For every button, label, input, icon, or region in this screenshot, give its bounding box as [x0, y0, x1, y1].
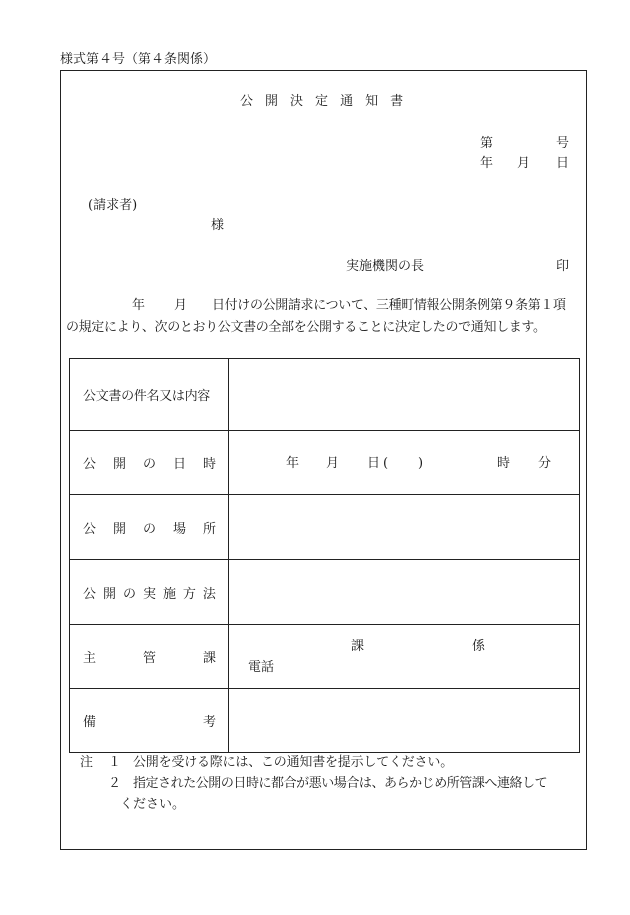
requester-sama: 様 [211, 218, 225, 233]
table-row [70, 560, 580, 625]
disclosure-table [69, 358, 580, 753]
label-char: 公 [83, 586, 97, 602]
label-method [70, 560, 229, 625]
dt-hour: 時 [497, 456, 511, 471]
table-row [70, 689, 580, 753]
body-year: 年 [132, 298, 146, 313]
dt-paren-close: ) [418, 456, 424, 471]
label-char: 日 [172, 457, 186, 472]
body-month: 月 [174, 298, 188, 313]
title-char: 公 [240, 94, 254, 109]
value-method [229, 560, 580, 625]
number-dai: 第 [480, 136, 494, 151]
label-char: 場 [172, 521, 186, 537]
label-char: 所 [202, 521, 216, 537]
label-char: 主 [83, 651, 97, 666]
label-char: 実 [142, 586, 156, 602]
agency-head-label: 実施機関の長 [346, 259, 425, 274]
label-remarks [70, 689, 229, 753]
date-month: 月 [517, 156, 531, 171]
note-number: １ [108, 755, 122, 770]
dept-phone: 電話 [248, 660, 275, 675]
title-char: 知 [365, 94, 379, 109]
label-char: の [142, 457, 156, 472]
label-char: 法 [202, 586, 216, 602]
label-char: 考 [202, 715, 216, 730]
value-remarks [229, 689, 580, 753]
dt-month: 月 [326, 456, 340, 471]
label-place [70, 495, 229, 560]
date-day: 日 [556, 156, 570, 171]
label-char: 時 [202, 457, 216, 472]
form-header: 様式第４号（第４条関係） [60, 52, 217, 67]
title-char: 定 [315, 94, 329, 109]
dt-year: 年 [286, 456, 300, 471]
label-char: 課 [202, 651, 216, 666]
value-subject [229, 359, 580, 431]
note-number: ２ [108, 776, 122, 791]
title-char: 開 [265, 94, 279, 109]
seal-mark: 印 [556, 259, 570, 274]
body-line1: 日付けの公開請求について、三種町情報公開条例第９条第１項 [212, 298, 566, 313]
notes-prefix: 注 [80, 755, 94, 770]
body-line2: の規定により、次のとおり公文書の全部を公開することに決定したので通知します。 [66, 320, 546, 335]
table-row [70, 625, 580, 689]
label-text: 公文書の件名又は内容 [83, 389, 211, 404]
label-char: の [122, 586, 136, 602]
dept-ka: 課 [351, 639, 365, 654]
table-row [70, 495, 580, 560]
label-char: の [142, 521, 156, 537]
value-datetime [229, 431, 580, 495]
label-char: 備 [83, 715, 97, 730]
label-char: 公 [83, 457, 97, 472]
dt-paren-open: ( [383, 456, 389, 471]
note-text: 公開を受ける際には、この通知書を提示してください。 [133, 755, 454, 770]
document-title [240, 95, 403, 108]
label-subject [70, 359, 229, 431]
label-char: 方 [182, 586, 196, 602]
note-text: 指定された公開の日時に都合が悪い場合は、あらかじめ所管課へ連絡して [133, 776, 548, 791]
label-dept [70, 625, 229, 689]
label-char: 施 [162, 586, 176, 602]
title-char: 書 [390, 94, 404, 109]
title-char: 通 [340, 94, 354, 109]
value-dept [229, 625, 580, 689]
label-datetime [70, 431, 229, 495]
label-char: 公 [83, 521, 97, 537]
value-place [229, 495, 580, 560]
requester-label: (請求者) [88, 198, 138, 213]
dt-day: 日 [367, 456, 381, 471]
date-year: 年 [480, 156, 494, 171]
table-row [70, 431, 580, 495]
label-char: 開 [112, 521, 126, 537]
dept-kakari: 係 [472, 639, 486, 654]
label-char: 開 [112, 457, 126, 472]
title-char: 決 [290, 94, 304, 109]
label-char: 管 [142, 651, 156, 666]
note-text-continued: ください。 [120, 797, 186, 812]
number-go: 号 [556, 136, 570, 151]
table-row [70, 359, 580, 431]
dt-minute: 分 [538, 456, 552, 471]
label-char: 開 [102, 586, 116, 602]
